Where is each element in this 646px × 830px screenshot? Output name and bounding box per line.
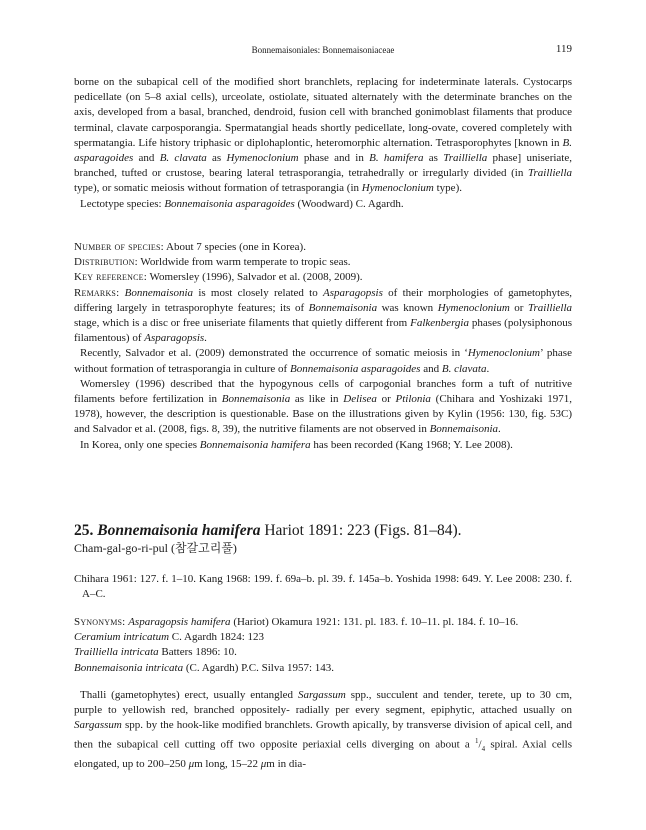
lectotype-line: Lectotype species: Bonnemaisonia asparagoides (Woodward) C. Agardh.: [80, 197, 404, 210]
species-heading: [74, 522, 572, 556]
page-header: [74, 43, 572, 59]
description-paragraph: borne on the subapical cell of the modified short branchlets, replacing for indeterminate laterals. Cystocarps pedicellate (on 5–8 axial cells), urceolate, ostiolate, situated alternately with the determinate branches on the axis, developed from a basal, branched, dendroid, fusion cell with branched gonimoblast filaments that produce terminal, clavate carposporangia. Spermatangial heads shortly pedicellate, long-ovate, covered completely with spermatangia. Life history triphasic or diplohaplontic, heteromorphic alternation. Tetrasporophytes [known in B. asparagoides and B. clavata as Hymenoclonium phase and in B. hamifera as Trailliella phase] uniseriate, branched, tufted or crustose, bearing lateral tetrasporangia, tetrahedrally or irregularly divided (in Trailliella type), or somatic meiosis without formation of tetrasporangia (in Hymenoclonium type).: [74, 76, 572, 195]
genus-description: [74, 75, 572, 212]
synonym-line: Bonnemaisonia intricata (C. Agardh) P.C. Silva 1957: 143.: [74, 661, 335, 674]
remarks-paragraph-3: Womersley (1996) described that the hypogynous cells of carpogonial branches form a tuft of nutritive filaments before fertilization in Bonnemaisonia as like in Delisea or Ptilonia (Chihara and Yoshizaki 1971, 1978), however, the description is questionable. Base on the illustrations given by Kylin (1956: 130, fig. 53C) and Salvador et al. (2008, figs. 8, 39), the nutritive filaments are not observed in Bonnemaisonia.: [74, 377, 572, 436]
synonym-line: Synonyms: Asparagopsis hamifera (Hariot) Okamura 1921: 131. pl. 183. f. 10–11. pl. 184. f. 10–16.: [74, 616, 519, 628]
genus-notes: [74, 240, 572, 453]
description-paragraph: Thalli (gametophytes) erect, usually entangled Sargassum spp., succulent and tender, terete, up to 30 cm, purple to yellowish red, branched oppositely- radially per every segment, epiphytic, attached usually on Sargassum spp. by the hook-like modified branchlets. Growth apically, by transverse division of apical cell, and then the subapical cell cutting off two opposite periaxial cells diverging on about a $^1/_4$ spiral. Axial cells elongated, up to 200–250 μm long, 15–22 μm in dia-: [74, 689, 572, 770]
species-description: [74, 688, 572, 772]
species-common-name: Cham-gal-go-ri-pul (참갈고리풀): [74, 541, 237, 555]
synonym-line: Ceramium intricatum C. Agardh 1824: 123: [74, 631, 265, 644]
key-reference: Key reference: Womersley (1996), Salvador et al. (2008, 2009).: [74, 271, 363, 284]
species-references: [74, 572, 572, 602]
page-number: 119: [555, 43, 572, 55]
references-paragraph: Chihara 1961: 127. f. 1–10. Kang 1968: 199. f. 69a–b. pl. 39. f. 145a–b. Yoshida 1998: 649. Y. Lee 2008: 230. f. A–C.: [74, 573, 572, 601]
synonym-line: Trailliella intricata Batters 1896: 10.: [74, 646, 237, 659]
running-head: Bonnemaisoniales: Bonnemaisoniaceae: [251, 45, 395, 55]
species-synonyms: [74, 615, 572, 676]
remarks-paragraph-2: Recently, Salvador et al. (2009) demonstrated the occurrence of somatic meiosis in ‘Hymenoclonium’ phase without formation of tetrasporangia in culture of Bonnemaisonia asparagoides and B. clavata.: [74, 347, 572, 375]
number-of-species: Number of species: About 7 species (one in Korea).: [74, 241, 306, 253]
remarks-paragraph-1: Remarks: Bonnemaisonia is most closely related to Asparagopsis of their morphologies of gametophytes, differing largely in tetrasporophyte features; its of Bonnemaisonia was known Hymenoclonium or Trailliella stage, which is a disc or free uniseriate filaments that quietly different from Falkenbergia phases (polysiphonous filamentous) of Asparagopsis.: [74, 286, 573, 345]
species-title: 25. Bonnemaisonia hamifera Hariot 1891: 223 (Figs. 81–84).: [74, 522, 462, 539]
distribution: Distribution: Worldwide from warm temperate to tropic seas.: [74, 256, 351, 269]
remarks-paragraph-4: In Korea, only one species Bonnemaisonia hamifera has been recorded (Kang 1968; Y. Lee 2008).: [80, 438, 513, 451]
